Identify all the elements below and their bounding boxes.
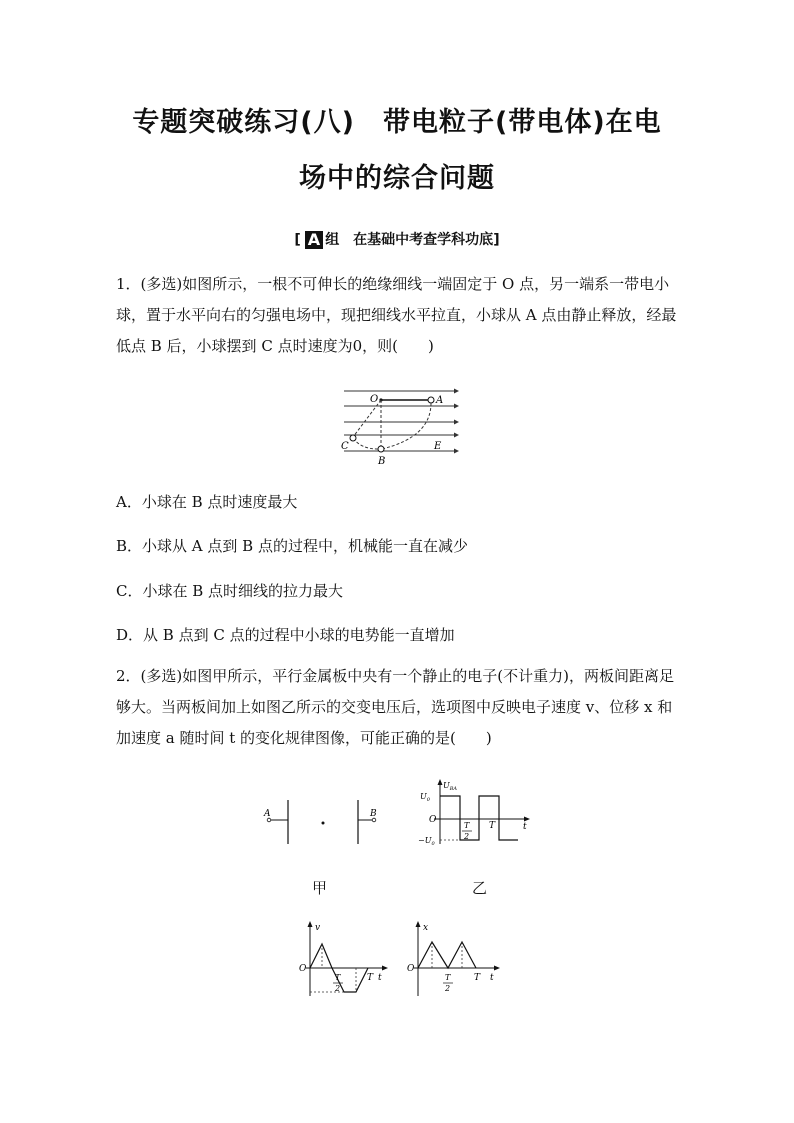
choice-graph-x [404, 918, 504, 998]
question-1-figure [336, 387, 462, 467]
group-heading [0, 229, 794, 249]
choice-v-half-den: 2 [335, 984, 341, 993]
fig-yi-neg-u0: $-U_0$ [418, 836, 435, 847]
choice-graph-v [296, 918, 392, 998]
group-heading-text: 组 在基础中考查学科功底 [325, 232, 494, 248]
fig-yi-u0: $U_0$ [420, 792, 430, 803]
choice-x-origin: O [407, 964, 415, 974]
choice-v-time-axis: t [378, 973, 382, 983]
choice-v-t-label: T [367, 973, 374, 983]
fig1-label-e: E [434, 441, 442, 452]
figure-jia-caption: 甲 [312, 879, 328, 897]
choice-v-half-num: T [335, 973, 341, 982]
fig1-label-o: O [370, 394, 379, 405]
fig-yi-origin: O [429, 815, 437, 825]
group-letter-badge: A [305, 231, 323, 249]
choice-x-t-label: T [474, 973, 481, 983]
group-bracket-open: [ [294, 232, 301, 248]
fig-jia-label-b: B [370, 809, 377, 819]
fig-yi-half-num: T [464, 821, 470, 830]
q1-option-a: A．小球在 B 点时速度最大 [116, 493, 298, 511]
question-1-stem: 1．(多选)如图所示，一根不可伸长的绝缘细线一端固定于 O 点，另一端系一带电小球，置于水平向右的匀强电场中，现把细线水平拉直，小球从 A 点由静止释放，经最低点 B 后，小球摆到 C 点时速度为0，则( ) [116, 275, 677, 355]
q1-option-b: B．小球从 A 点到 B 点的过程中，机械能一直在减少 [116, 537, 468, 555]
fig-jia-label-a: A [264, 809, 271, 819]
fig1-label-a: A [436, 395, 444, 406]
question-2-stem: 2．(多选)如图甲所示，平行金属板中央有一个静止的电子(不计重力)，两板间距离足够大。当两板间加上如图乙所示的交变电压后，选项图中反映电子速度 v、位移 x 和加速度 a 随时间 t 的变化规律图像，可能正确的是( ) [116, 667, 674, 747]
fig-yi-time-axis: t [523, 822, 527, 832]
choice-x-half-den: 2 [445, 984, 451, 993]
figure-yi [418, 778, 536, 850]
choice-x-ylabel: x [423, 923, 429, 933]
q1-option-c: C．小球在 B 点时细线的拉力最大 [116, 582, 344, 600]
page-title-line2: 场中的综合问题 [299, 163, 495, 194]
figure-yi-caption: 乙 [472, 879, 488, 897]
choice-v-ylabel: v [315, 923, 321, 933]
group-bracket-close: ] [493, 232, 500, 248]
choice-x-half-num: T [445, 973, 451, 982]
fig1-label-b: B [378, 456, 386, 467]
fig-yi-ylabel: $U_{BA}$ [443, 781, 458, 792]
page-title-line1: 专题突破练习(八) 带电粒子(带电体)在电 [132, 107, 662, 138]
fig1-label-c: C [341, 441, 349, 452]
choice-x-time-axis: t [490, 973, 494, 983]
fig-yi-t-label: T [489, 821, 496, 831]
choice-v-origin: O [299, 964, 307, 974]
q1-option-d: D．从 B 点到 C 点的过程中小球的电势能一直增加 [116, 626, 455, 644]
figure-jia [258, 796, 382, 846]
fig-yi-half-den: 2 [464, 832, 470, 841]
